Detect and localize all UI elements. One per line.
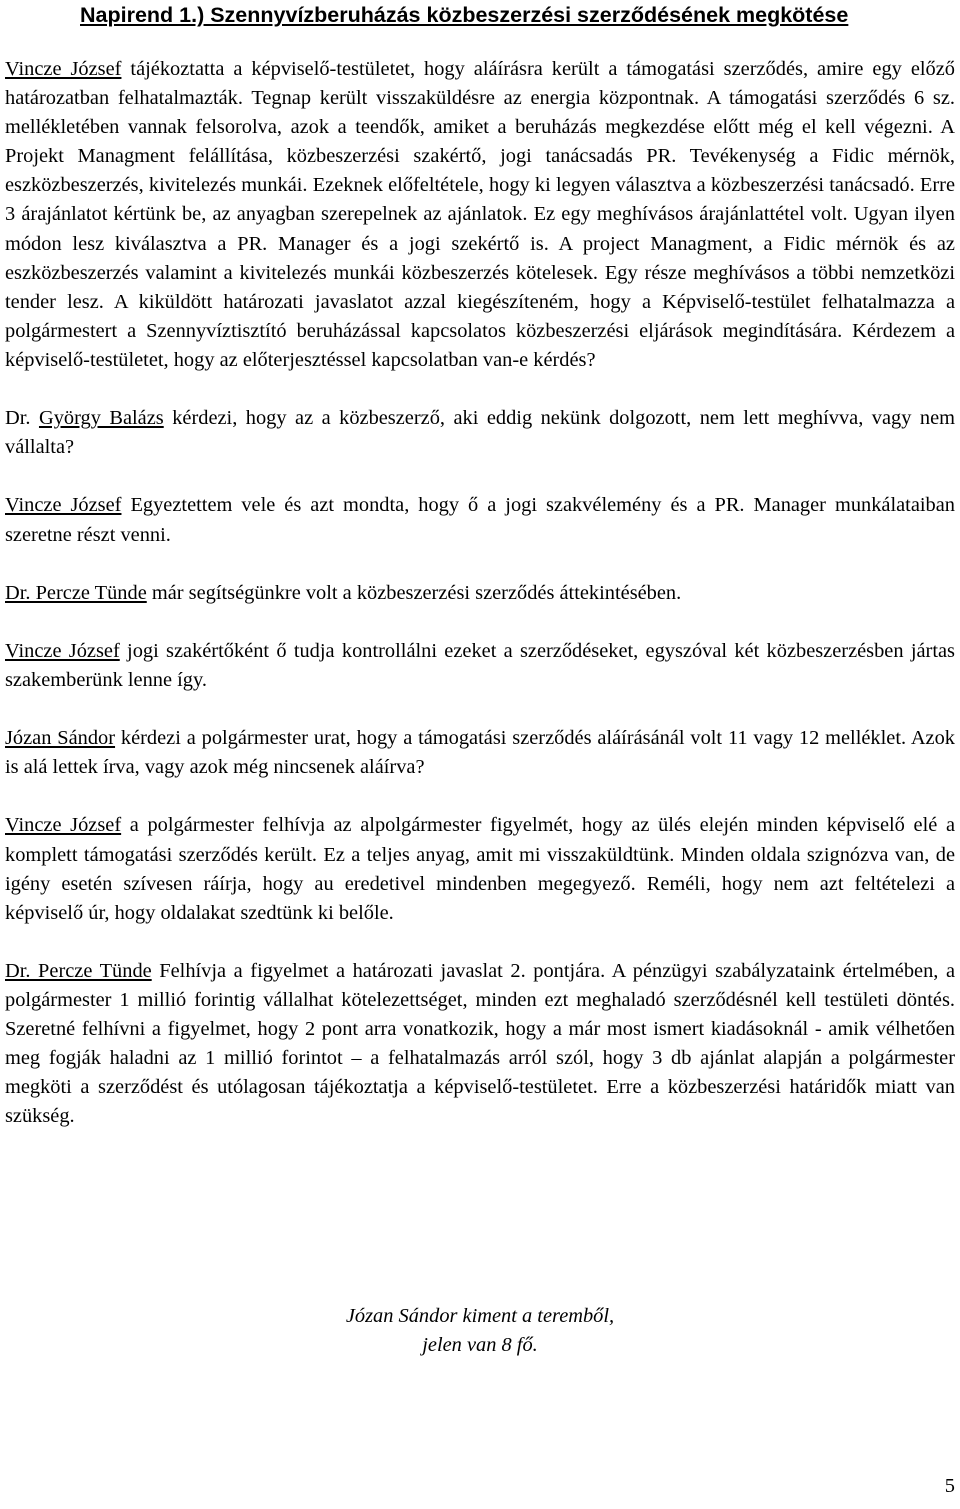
speaker-name: Vincze József: [5, 494, 122, 517]
closing-note: [5, 1302, 955, 1360]
speaker-name: Vincze József: [5, 639, 120, 662]
minutes-body: [5, 55, 955, 1161]
paragraph-text: Egyeztettem vele és azt mondta, hogy ő a jogi szakvélemény és a PR. Manager munkálataiban szeretne részt venni.: [5, 494, 955, 546]
closing-line: jelen van 8 fő.: [422, 1334, 538, 1357]
paragraph-text: jogi szakértőként ő tudja kontrollálni ezeket a szerződéseket, egyszóval két közbeszerzésben jártas szakemberünk lenne így.: [5, 639, 955, 691]
page-number: 5: [944, 1475, 955, 1497]
paragraph-text: tájékoztatta a képviselő-testületet, hogy aláírásra került a támogatási szerződés, amire egy előző határozatban felhatalmazták. Tegnap került visszaküldésre az energia központnak. A támogatási szerződés 6 sz. mellékletében vannak felsorolva, azok a teendők, amiket a beruházás megkezdése előtt még el kell végezni. A Projekt Managment felállítása, közbeszerzési szakértő, jogi tanácsadás PR. Tevékenység a Fidic mérnök, eszközbeszerzés, kivitelezés munkái. Ezeknek előfeltétele, hogy ki legyen választva a közbeszerzési tanácsadó. Erre 3 árajánlatot kértünk be, az anyagban szerepelnek az ajánlatok. Ez egy meghívásos árajánlattétel volt. Ugyan ilyen módon lesz kiválasztva a PR. Manager és a jogi szekértő is. A project Managment, a Fidic mérnök és az eszközbeszerzés valamint a kivitelezés munkái közbeszerzés kötelesek. Egy része meghívásos a többi nemzetközi tender lesz. A kiküldött határozati javaslatot azzal kiegészíteném, hogy a Képviselő-testület felhatalmazza a polgármestert a Szennyvíztisztító beruházással kapcsolatos közbeszerzési eljárások megindítására. Kérdezem a képviselő-testületet, hogy az előterjesztéssel kapcsolatban van-e kérdés?: [5, 58, 955, 371]
closing-line: Józan Sándor kiment a teremből,: [345, 1305, 615, 1327]
paragraph-text: kérdezi, hogy az a közbeszerző, aki eddig nekünk dolgozott, nem lett meghívva, vagy nem vállalta?: [5, 407, 955, 459]
paragraph-text: a polgármester felhívja az alpolgármester figyelmét, hogy az ülés elején minden képviselő elé a komplett támogatási szerződés került. Ez a teljes anyag, amit mi visszaküldtünk. Minden oldala szignózva van, de igény esetén szívesen ráírja, hogy au eredetivel mindenben megegyező. Reméli, hogy nem azt feltételezi a képviselő úr, hogy oldalakat szedtünk ki belőle.: [5, 814, 955, 924]
paragraph: [5, 811, 955, 927]
paragraph-text: Felhívja a figyelmet a határozati javaslat 2. pontjára. A pénzügyi szabályzataink értelmében, a polgármester 1 millió forintig vállalhat kötelezettséget, minden ezt meghaladó szerződésnél kell testületi döntés. Szeretné felhívni a figyelmet, hogy 2 pont arra vonatkozik, hogy a már most ismert kiadásoknál - amik vélhetően meg fogják haladni az 1 millió forintot – a felhatalmazás arról szól, hogy 3 db ajánlat alapján a polgármester megköti a szerződést és utólagosan tájékoztatja a képviselő-testületet. Erre a közbeszerzési határidők miatt van szükség.: [5, 959, 955, 1128]
speaker-name: Józan Sándor: [5, 727, 116, 750]
agenda-heading: [80, 0, 960, 30]
paragraph: [5, 579, 955, 608]
paragraph-text: kérdezi a polgármester urat, hogy a támogatási szerződés aláírásánál volt 11 vagy 12 melléklet. Azok is alá lettek írva, vagy azok még nincsenek aláírva?: [5, 727, 955, 779]
paragraph: [5, 724, 955, 782]
paragraph: [5, 491, 955, 549]
paragraph: [5, 404, 955, 462]
paragraph: [5, 55, 955, 375]
speaker-name: Vincze József: [5, 58, 122, 80]
speaker-prefix: Dr.: [5, 407, 39, 430]
speaker-name: Vincze József: [5, 814, 122, 837]
paragraph: [5, 957, 955, 1132]
speaker-name: Dr. Percze Tünde: [5, 581, 147, 604]
agenda-heading-text: Napirend 1.) Szennyvízberuházás közbeszerzési szerződésének megkötése: [80, 3, 849, 27]
paragraph: [5, 637, 955, 695]
speaker-name: György Balázs: [38, 407, 164, 430]
paragraph-text: már segítségünkre volt a közbeszerzési szerződés áttekintésében.: [146, 581, 682, 604]
speaker-name: Dr. Percze Tünde: [5, 959, 152, 982]
